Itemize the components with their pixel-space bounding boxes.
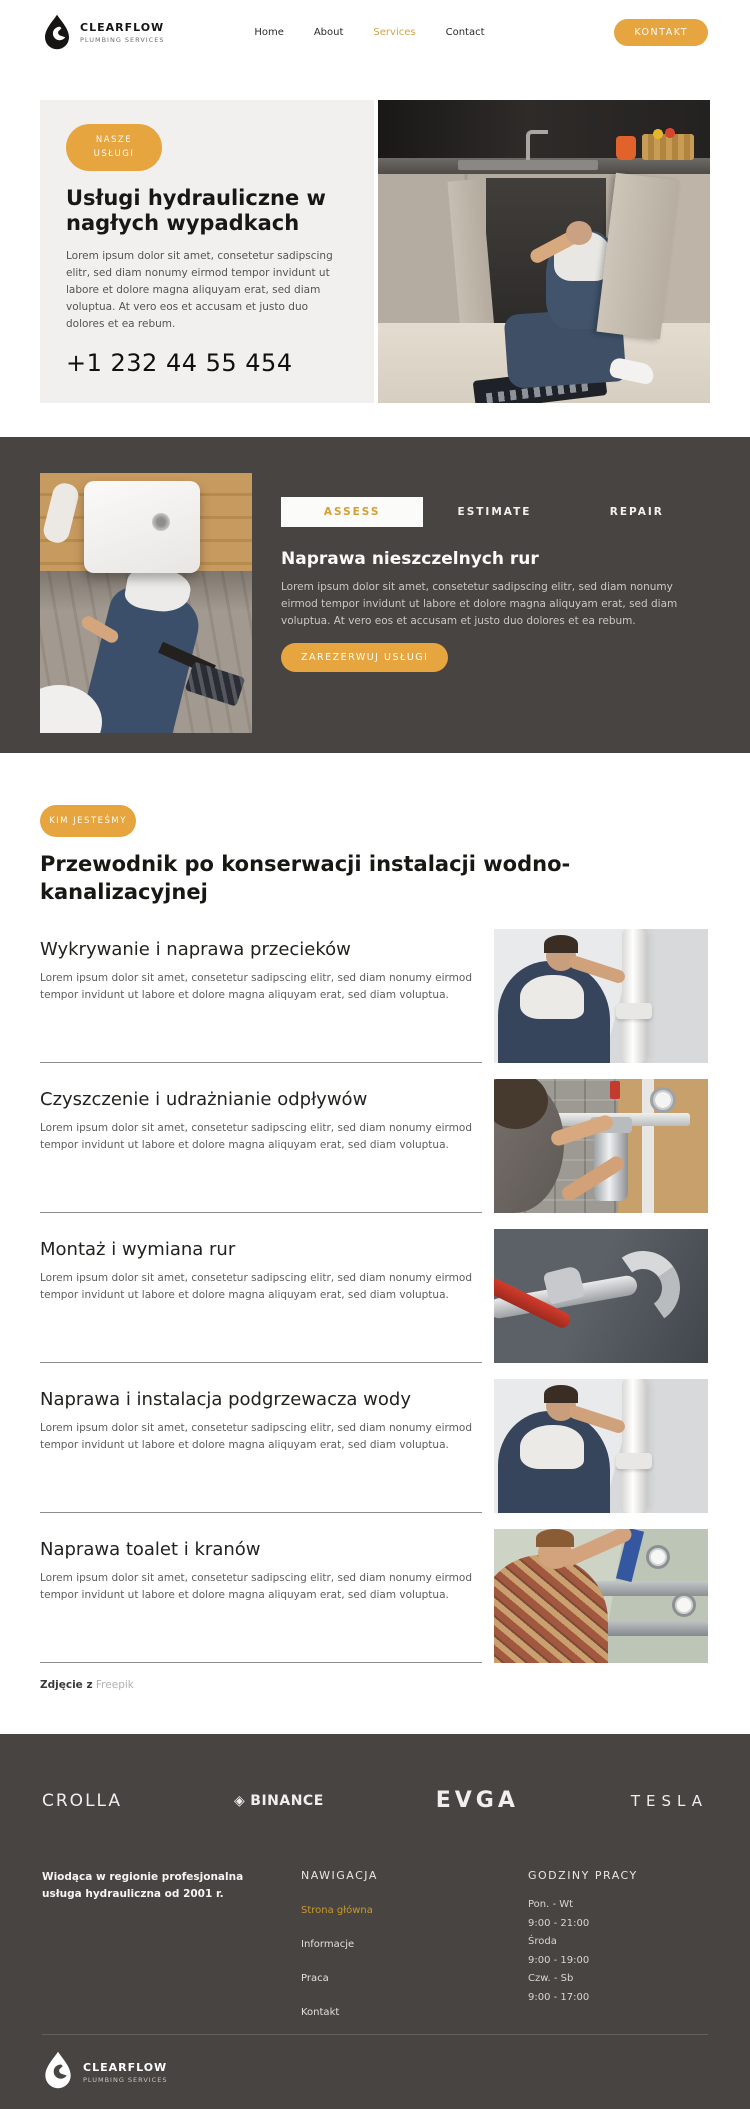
guide-badge: KIM JESTEŚMY [40, 805, 136, 837]
tab-estimate[interactable]: ESTIMATE [457, 506, 532, 518]
guide-section [0, 753, 750, 1734]
footer-link-careers[interactable]: Praca [301, 1973, 329, 1984]
hero-title: Usługi hydrauliczne w nagłych wypadkach [66, 185, 326, 236]
water-drop-logo-icon [42, 14, 72, 50]
footer-divider [42, 2034, 708, 2035]
process-tabs [281, 497, 708, 527]
water-drop-logo-icon [42, 2051, 74, 2093]
process-photo-plumber-under-sink [40, 473, 252, 733]
nav-contact[interactable]: Contact [445, 26, 485, 38]
guide-row-drain-cleaning [40, 1079, 708, 1213]
guide-photo-heater-repair [494, 1379, 708, 1513]
footer-hours-column [528, 1869, 708, 2034]
partner-logos [42, 1788, 708, 1813]
nav-about[interactable]: About [313, 26, 344, 38]
footer-about-text: Wiodąca w regionie profesjonalna usługa hydrauliczna od 2001 r. [42, 1871, 244, 1901]
credit-freepik-link[interactable]: Freepik [95, 1678, 134, 1691]
footer-brand-name: CLEARFLOW [83, 2060, 168, 2074]
kontakt-button[interactable]: KONTAKT [614, 19, 708, 46]
guide-item-title: Montaż i wymiana rur [40, 1238, 236, 1260]
photo-credit [40, 1679, 708, 1691]
footer-hours-title: GODZINY PRACY [528, 1869, 638, 1882]
footer-link-home[interactable]: Strona główna [301, 1905, 373, 1916]
nav-home[interactable]: Home [254, 26, 284, 38]
hero-section [40, 100, 710, 403]
brand-logo[interactable] [42, 14, 164, 50]
guide-rows [40, 929, 708, 1663]
process-section [0, 437, 750, 753]
tab-assess[interactable]: ASSESS [281, 497, 423, 527]
guide-title: Przewodnik po konserwacji instalacji wodno-kanalizacyjnej [40, 852, 571, 905]
hero-badge: NASZE USŁUGI [66, 124, 162, 171]
guide-item-body: Lorem ipsum dolor sit amet, consetetur sadipscing elitr, sed diam nonumy eirmod tempor invidunt ut labore et dolore magna aliquyam erat, sed diam voluptua. [40, 1271, 472, 1301]
binance-diamond-icon: ◈ [234, 1792, 246, 1809]
site-footer [0, 1734, 750, 2109]
nav-services[interactable]: Services [373, 26, 416, 38]
tab-repair[interactable]: REPAIR [609, 506, 664, 518]
hero-body: Lorem ipsum dolor sit amet, consetetur sadipscing elitr, sed diam nonumy eirmod tempor invidunt ut labore et dolore magna aliquyam erat, sed diam voluptua. At vero eos et accusam et justo duo dolores et ea rebum. [66, 250, 333, 331]
guide-item-title: Czyszczenie i udrażnianie odpływów [40, 1088, 368, 1110]
footer-link-info[interactable]: Informacje [301, 1939, 355, 1950]
guide-row-toilets-faucets [40, 1529, 708, 1663]
hero-phone-number[interactable]: +1 232 44 55 454 [66, 349, 293, 378]
process-content [281, 473, 708, 733]
guide-item-body: Lorem ipsum dolor sit amet, consetetur sadipscing elitr, sed diam nonumy eirmod tempor invidunt ut labore et dolore magna aliquyam erat, sed diam voluptua. [40, 1121, 472, 1151]
crolla-logo[interactable]: CROLLA [42, 1790, 123, 1811]
guide-item-body: Lorem ipsum dolor sit amet, consetetur sadipscing elitr, sed diam nonumy eirmod tempor invidunt ut labore et dolore magna aliquyam erat, sed diam voluptua. [40, 1571, 472, 1601]
main-nav [254, 27, 484, 38]
hero-photo-plumber-kitchen [378, 100, 710, 403]
process-title: Naprawa nieszczelnych rur [281, 549, 539, 569]
guide-item-title: Naprawa toalet i kranów [40, 1538, 261, 1560]
guide-row-water-heater [40, 1379, 708, 1513]
hours-line: 9:00 - 17:00 [528, 1991, 590, 2003]
footer-columns [42, 1869, 708, 2034]
brand-tagline: PLUMBING SERVICES [80, 35, 165, 44]
guide-photo-wrench-pipe [494, 1229, 708, 1363]
credit-prefix: Zdjęcie z [40, 1678, 93, 1691]
evga-logo[interactable]: EVGA [435, 1788, 519, 1813]
hours-line: Pon. - Wt [528, 1899, 574, 1910]
process-body: Lorem ipsum dolor sit amet, consetetur sadipscing elitr, sed diam nonumy eirmod tempor invidunt ut labore et dolore magna aliquyam erat, sed diam voluptua. At vero eos et accusam et justo duo dolores et ea rebum. [281, 581, 678, 627]
guide-item-body: Lorem ipsum dolor sit amet, consetetur sadipscing elitr, sed diam nonumy eirmod tempor invidunt ut labore et dolore magna aliquyam erat, sed diam voluptua. [40, 1421, 472, 1451]
binance-logo[interactable]: ◈ BINANCE [234, 1792, 324, 1809]
hours-line: 9:00 - 21:00 [528, 1917, 590, 1929]
site-header [0, 0, 750, 64]
guide-item-title: Wykrywanie i naprawa przecieków [40, 938, 351, 960]
hours-line: 9:00 - 19:00 [528, 1954, 590, 1966]
footer-brand-logo[interactable] [42, 2051, 708, 2093]
guide-row-pipe-installation [40, 1229, 708, 1363]
book-service-button[interactable]: ZAREZERWUJ USŁUGI [281, 643, 448, 672]
guide-photo-manifold [494, 1529, 708, 1663]
footer-link-contact[interactable]: Kontakt [301, 2007, 340, 2018]
footer-nav-column [301, 1869, 451, 2034]
guide-row-leak-detection [40, 929, 708, 1063]
tesla-logo[interactable]: TESLA [630, 1791, 708, 1810]
hero-panel [40, 100, 374, 403]
footer-nav-title: NAWIGACJA [301, 1869, 378, 1882]
footer-brand-tagline: PLUMBING SERVICES [83, 2075, 168, 2084]
hours-line: Czw. - Sb [528, 1973, 574, 1984]
guide-item-title: Naprawa i instalacja podgrzewacza wody [40, 1388, 411, 1410]
guide-item-body: Lorem ipsum dolor sit amet, consetetur sadipscing elitr, sed diam nonumy eirmod tempor invidunt ut labore et dolore magna aliquyam erat, sed diam voluptua. [40, 971, 472, 1001]
brand-name: CLEARFLOW [80, 20, 165, 34]
guide-photo-filter-install [494, 1079, 708, 1213]
guide-photo-leak-repair [494, 929, 708, 1063]
opening-hours [528, 1896, 708, 2007]
hours-line: Środa [528, 1936, 557, 1947]
